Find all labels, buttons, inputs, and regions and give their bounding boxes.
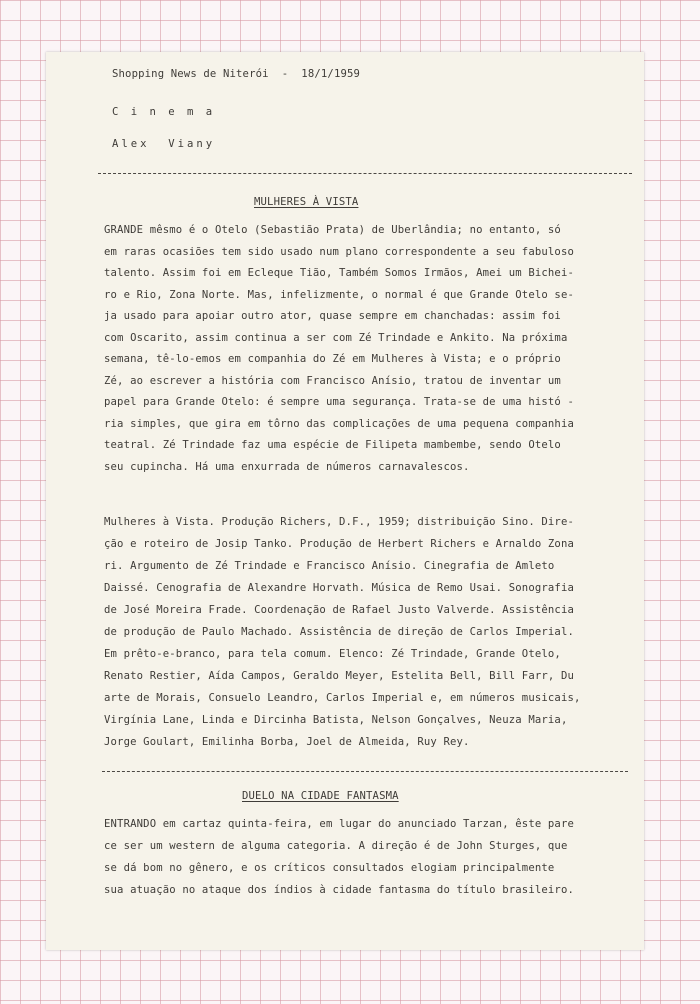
header-divider [98,173,632,174]
text-line: de produção de Paulo Machado. Assistência de direção de Carlos Imperial. [104,626,575,638]
publication-line: Shopping News de Niterói - 18/1/1959 [112,68,361,80]
text-line: Zé, ao escrever a história com Francisco Anísio, tratou de inventar um [104,374,561,387]
text-line: arte de Morais, Consuelo Leandro, Carlos Imperial e, em números musicais, [104,692,581,704]
text-line: Renato Restier, Aída Campos, Geraldo Meyer, Estelita Bell, Bill Farr, Du [104,670,575,682]
text-line: com Oscarito, assim continua a ser com Zé Trindade e Ankito. Na próxima [104,331,568,344]
text-line: ce ser um western de alguma categoria. A direção é de John Sturges, que [104,840,568,852]
text-line: ENTRANDO em cartaz quinta-feira, em lugar do anunciado Tarzan, êste pare [104,818,575,830]
article-divider [102,771,628,772]
text-line: em raras ocasiões tem sido usado num plano correspondente a seu fabuloso [104,245,575,258]
text-line: Daissé. Cenografia de Alexandre Horvath. Música de Remo Usai. Sonografia [104,582,575,594]
text-line: ro e Rio, Zona Norte. Mas, infelizmente, o normal é que Grande Otelo se- [104,288,575,301]
text-line: ria simples, que gira em tôrno das complicações de uma pequena companhia [104,417,575,430]
section-heading: C i n e m a [112,106,216,118]
article-title-duelo: DUELO NA CIDADE FANTASMA [242,790,399,802]
text-line: talento. Assim foi em Ecleque Tião, Também Somos Irmãos, Amei um Bichei- [104,267,575,279]
text-line: seu cupincha. Há uma enxurrada de números carnavalescos. [104,460,470,473]
text-line: semana, tê-lo-emos em companhia do Zé em Mulheres à Vista; e o próprio [104,353,561,365]
typewritten-page [46,52,644,950]
text-line: teatral. Zé Trindade faz uma espécie de Filipeta mambembe, sendo Otelo [104,439,561,451]
author-name: Alex Viany [112,138,216,150]
text-line: ção e roteiro de Josip Tanko. Produção de Herbert Richers e Arnaldo Zona [104,538,575,550]
text-line: papel para Grande Otelo: é sempre uma segurança. Trata-se de uma histó - [104,396,575,408]
text-line: Virgínia Lane, Linda e Dircinha Batista, Nelson Gonçalves, Neuza Maria, [104,714,568,726]
text-line: sua atuação no ataque dos índios à cidade fantasma do título brasileiro. [104,884,575,896]
text-line: se dá bom no gênero, e os críticos consultados elogiam principalmente [104,862,555,874]
text-line: ja usado para apoiar outro ator, quase sempre em chanchadas: assim foi [104,310,561,322]
text-line: Jorge Goulart, Emilinha Borba, Joel de Almeida, Ruy Rey. [104,736,470,748]
text-line: GRANDE mêsmo é o Otelo (Sebastião Prata) de Uberlândia; no entanto, só [104,224,561,236]
text-line: Mulheres à Vista. Produção Richers, D.F., 1959; distribuição Sino. Dire- [104,516,575,528]
article-title-mulheres: MULHERES À VISTA [254,196,359,208]
text-line: de José Moreira Frade. Coordenação de Rafael Justo Valverde. Assistência [104,604,575,616]
text-line: ri. Argumento de Zé Trindade e Francisco Anísio. Cinegrafia de Amleto [104,560,555,572]
text-line: Em prêto-e-branco, para tela comum. Elenco: Zé Trindade, Grande Otelo, [104,648,561,660]
